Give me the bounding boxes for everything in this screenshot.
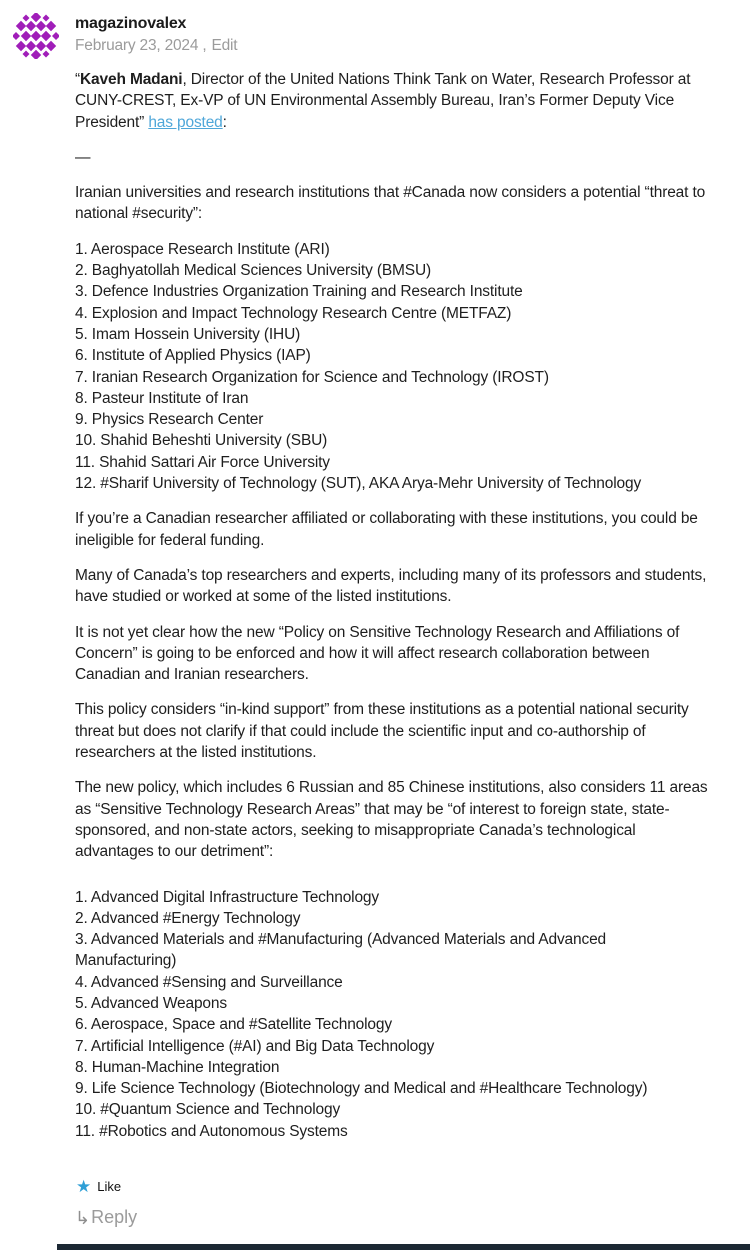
list-item: 6. Aerospace, Space and #Satellite Technology	[75, 1016, 392, 1034]
list-item: 10. Shahid Beheshti University (SBU)	[75, 432, 328, 450]
like-label: Like	[97, 1179, 122, 1194]
list-item: 11. Shahid Sattari Air Force University	[75, 453, 330, 471]
post-header	[13, 13, 237, 59]
avatar[interactable]	[13, 13, 59, 59]
dash-separator: —	[75, 148, 91, 166]
list-item: 1. Aerospace Research Institute (ARI)	[75, 240, 330, 258]
list1-intro-paragraph: Iranian universities and research institutions that #Canada now considers a potential “threat to national #security”:	[75, 184, 706, 223]
reply-button[interactable]	[75, 1207, 137, 1228]
research-areas-list	[75, 877, 709, 1143]
list-item: 1. Advanced Digital Infrastructure Technology	[75, 888, 380, 906]
list-item: 7. Iranian Research Organization for Science and Technology (IROST)	[75, 368, 549, 386]
post-body	[75, 69, 709, 1156]
reply-arrow-icon: ↳	[75, 1207, 91, 1228]
list-item: 4. Explosion and Impact Technology Research Centre (METFAZ)	[75, 304, 512, 322]
institutions-list	[75, 239, 709, 495]
list-item: 5. Imam Hossein University (IHU)	[75, 325, 301, 343]
list-item: 10. #Quantum Science and Technology	[75, 1101, 341, 1119]
list-item: 3. Defence Industries Organization Training and Research Institute	[75, 283, 523, 301]
edit-link[interactable]: Edit	[211, 37, 238, 54]
star-icon: ★	[76, 1177, 92, 1196]
list-item: 9. Life Science Technology (Biotechnology and Medical and #Healthcare Technology)	[75, 1080, 648, 1098]
post-date: February 23, 2024 ,	[75, 37, 207, 54]
list-item: 6. Institute of Applied Physics (IAP)	[75, 347, 311, 365]
intro-rest: , Director of the United Nations Think Tank on Water, Research Professor at CUNY-CREST, Ex-VP of UN Environmental Assembly Bureau, Iran’s Former Deputy Vice President”	[75, 71, 691, 131]
next-section-top-edge	[57, 1244, 750, 1250]
intro-colon: :	[222, 113, 227, 131]
list-item: 8. Human-Machine Integration	[75, 1058, 280, 1076]
like-button[interactable]	[76, 1178, 121, 1195]
reply-label: Reply	[91, 1207, 138, 1227]
list-item: 2. Advanced #Energy Technology	[75, 909, 301, 927]
intro-paragraph	[75, 69, 709, 133]
post-meta	[75, 37, 237, 55]
intro-open-quote: “	[75, 71, 81, 88]
list-item: 2. Baghyatollah Medical Sciences University (BMSU)	[75, 262, 432, 280]
list-item: 4. Advanced #Sensing and Surveillance	[75, 973, 343, 991]
person-name: Kaveh Madani	[80, 71, 183, 88]
list2-intro-paragraph: The new policy, which includes 6 Russian and 85 Chinese institutions, also considers 11 areas as “Sensitive Technology Research Areas” that may be “of interest to foreign state, state-sponsored, and non-state actors, seeking to misappropriate Canada’s technological advantages to our detriment”:	[75, 779, 708, 861]
policy-clarity-paragraph: It is not yet clear how the new “Policy on Sensitive Technology Research and Affiliations of Concern” is going to be enforced and how it will affect research collaboration between Canadian and Iranian researchers.	[75, 623, 680, 684]
list-item: 3. Advanced Materials and #Manufacturing (Advanced Materials and Advanced Manufacturing)	[75, 931, 607, 970]
list-item: 5. Advanced Weapons	[75, 994, 227, 1012]
list-item: 7. Artificial Intelligence (#AI) and Big Data Technology	[75, 1037, 435, 1055]
list-item: 12. #Sharif University of Technology (SUT), AKA Arya-Mehr University of Technology	[75, 475, 642, 493]
list-item: 11. #Robotics and Autonomous Systems	[75, 1122, 348, 1140]
header-text	[75, 13, 237, 59]
list-item: 9. Physics Research Center	[75, 411, 264, 429]
list-item: 8. Pasteur Institute of Iran	[75, 389, 249, 407]
has-posted-link[interactable]: has posted	[148, 113, 223, 131]
funding-paragraph: If you’re a Canadian researcher affiliated or collaborating with these institutions, you could be ineligible for federal funding.	[75, 510, 698, 549]
researchers-paragraph: Many of Canada’s top researchers and experts, including many of its professors and students, have studied or worked at some of the listed institutions.	[75, 566, 707, 606]
author-username[interactable]: magazinovalex	[75, 15, 187, 32]
inkind-paragraph: This policy considers “in-kind support” from these institutions as a potential national security threat but does not clarify if that could include the scientific input and co-authorship of researchers at the listed institutions.	[75, 701, 689, 762]
